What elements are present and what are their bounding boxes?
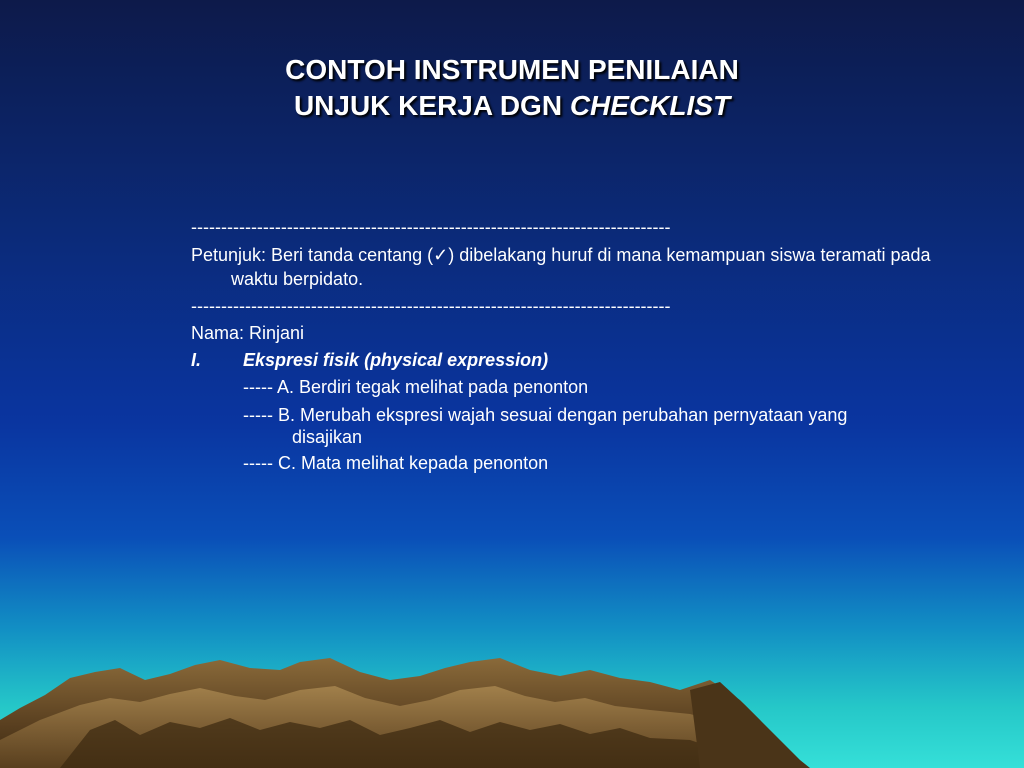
title-line-1: CONTOH INSTRUMEN PENILAIAN xyxy=(285,54,739,85)
section-heading xyxy=(191,347,951,374)
section-number: I. xyxy=(191,350,202,370)
slide-title xyxy=(0,52,1024,124)
student-name: Nama: Rinjani xyxy=(191,323,305,343)
title-line-2-italic: CHECKLIST xyxy=(569,90,731,121)
mountain-right-slope xyxy=(690,682,810,768)
slide-body xyxy=(191,214,951,477)
instruction-text: Petunjuk: Beri tanda centang (✓) dibelakang huruf di mana kemampuan siswa teramati pada waktu berpidato. xyxy=(191,245,931,289)
title-line-2-plain: UNJUK KERJA DGN xyxy=(293,90,570,121)
separator-top: -------------------------------------------------------------------------------- xyxy=(191,217,671,237)
checklist-item-a: ----- A. Berdiri tegak melihat pada penonton xyxy=(243,377,589,397)
section-label: Ekspresi fisik (physical expression) xyxy=(243,350,549,370)
checklist-item-c: ----- C. Mata melihat kepada penonton xyxy=(243,453,549,473)
separator-bottom: -------------------------------------------------------------------------------- xyxy=(191,296,671,316)
checklist-item-b: ----- B. Merubah ekspresi wajah sesuai dengan perubahan pernyataan yang disajikan xyxy=(243,405,848,447)
mountain-range-illustration xyxy=(0,610,1024,768)
title-line-2 xyxy=(0,88,1024,124)
